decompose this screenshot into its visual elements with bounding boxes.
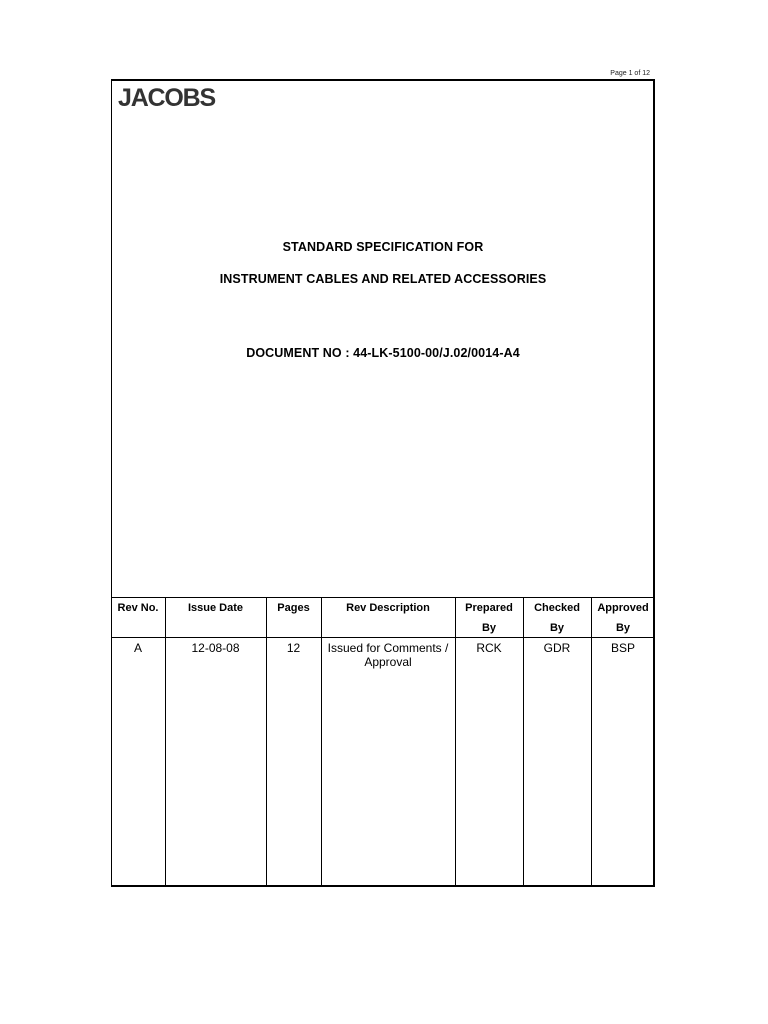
company-logo: JACOBS [118, 84, 215, 112]
cell-approved-by: BSP [610, 641, 635, 655]
header-checked-by [523, 598, 591, 638]
rev-description-line-1: Issued for Comments / [327, 641, 449, 655]
cell-prepared-by: RCK [476, 641, 502, 655]
header-prepared-by [455, 598, 523, 638]
document-title-line-1: STANDARD SPECIFICATION FOR [282, 240, 484, 254]
header-checked-label: Checked [534, 602, 580, 614]
cell-rev-description [321, 641, 455, 669]
header-pages: Pages [277, 602, 310, 614]
header-rev-description: Rev Description [346, 602, 430, 614]
header-approved-label: Approved [597, 602, 649, 614]
header-rev-no: Rev No. [117, 602, 159, 614]
rev-description-line-2: Approval [364, 655, 412, 669]
cell-rev-no: A [133, 641, 142, 655]
document-title-line-2: INSTRUMENT CABLES AND RELATED ACCESSORIES [219, 272, 547, 286]
revision-table [111, 597, 655, 887]
header-approved-by [591, 598, 655, 638]
cell-issue-date: 12-08-08 [191, 641, 240, 655]
header-checked-by-label: By [549, 622, 565, 634]
header-prepared-label: Prepared [465, 602, 513, 614]
header-prepared-by-label: By [481, 622, 497, 634]
cell-pages: 12 [286, 641, 301, 655]
header-approved-by-label: By [615, 622, 631, 634]
document-number: DOCUMENT NO : 44-LK-5100-00/J.02/0014-A4 [246, 346, 520, 360]
header-issue-date: Issue Date [187, 602, 244, 614]
cell-checked-by: GDR [543, 641, 571, 655]
page-number: Page 1 of 12 [610, 70, 650, 77]
